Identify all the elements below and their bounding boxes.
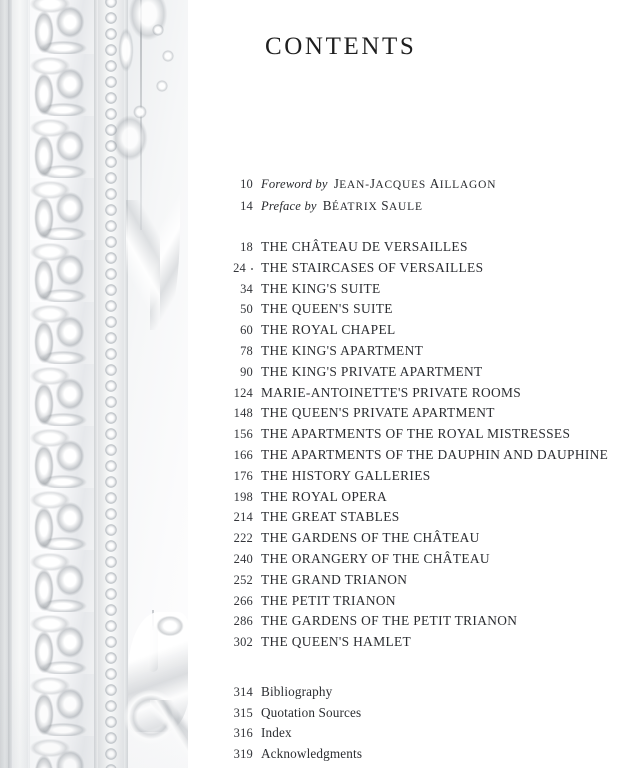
toc-page-number: 302 — [233, 635, 253, 650]
chapter-row[interactable] — [188, 489, 638, 510]
toc-page-number: 14 — [240, 199, 253, 213]
front-matter-author: BÉATRIX SAULE — [322, 198, 423, 213]
front-matter-row[interactable] — [188, 176, 638, 198]
front-matter-label — [253, 176, 496, 192]
chapter-title: THE QUEEN'S PRIVATE APARTMENT — [261, 405, 495, 421]
toc-page-number: 60 — [240, 323, 253, 338]
chapter-title: THE ORANGERY OF THE CHÂTEAU — [261, 550, 490, 566]
photo-shading-overlay — [0, 0, 188, 768]
chapter-row[interactable] — [188, 301, 638, 322]
chapter-title: THE GREAT STABLES — [261, 509, 400, 525]
toc-page-number: 34 — [240, 281, 253, 296]
chapter-row[interactable] — [188, 593, 638, 614]
back-matter-row[interactable] — [188, 705, 638, 726]
chapter-title: THE PETIT TRIANON — [261, 592, 396, 608]
toc-page-number: 148 — [233, 406, 253, 421]
front-matter-list — [188, 176, 638, 220]
chapter-row[interactable] — [188, 509, 638, 530]
chapter-row[interactable] — [188, 322, 638, 343]
back-matter-row[interactable] — [188, 746, 638, 767]
toc-page-number: 10 — [240, 177, 253, 191]
chapter-title: THE KING'S PRIVATE APARTMENT — [261, 363, 483, 379]
toc-page-number: 222 — [233, 531, 253, 546]
chapter-title: THE QUEEN'S SUITE — [261, 301, 393, 317]
toc-page-number: 286 — [233, 614, 253, 629]
chapter-list — [188, 239, 638, 655]
toc-page-number: 124 — [233, 385, 253, 400]
chapter-row[interactable] — [188, 281, 638, 302]
toc-page-number: 266 — [233, 593, 253, 608]
toc-page-number: 24 — [188, 261, 253, 276]
chapter-row[interactable] — [188, 343, 638, 364]
back-matter-list — [188, 684, 638, 766]
toc-page-number: 156 — [233, 427, 253, 442]
chapter-title: THE QUEEN'S HAMLET — [261, 634, 412, 650]
chapter-title: THE KING'S APARTMENT — [261, 342, 424, 358]
chapter-title: THE ROYAL OPERA — [261, 488, 388, 504]
chapter-row[interactable] — [188, 426, 638, 447]
back-matter-title: Quotation Sources — [261, 704, 362, 720]
back-matter-row[interactable] — [188, 725, 638, 746]
back-matter-title: Index — [261, 725, 292, 741]
toc-page-number: 78 — [240, 343, 253, 358]
chapter-row[interactable] — [188, 613, 638, 634]
toc-page-number: 90 — [240, 364, 253, 379]
chapter-row[interactable] — [188, 239, 638, 260]
chapter-row[interactable] — [188, 385, 638, 406]
back-matter-title: Acknowledgments — [261, 745, 363, 761]
chapter-row[interactable] — [188, 551, 638, 572]
chapter-title: THE APARTMENTS OF THE ROYAL MISTRESSES — [261, 426, 571, 442]
table-of-contents — [188, 0, 638, 768]
toc-page-number: 315 — [233, 705, 253, 720]
chapter-title: THE GARDENS OF THE PETIT TRIANON — [261, 613, 518, 629]
chapter-title: THE APARTMENTS OF THE DAUPHIN AND DAUPHINE — [261, 446, 609, 462]
front-matter-label — [253, 198, 423, 214]
toc-page-number: 314 — [233, 685, 253, 699]
chapter-row[interactable] — [188, 364, 638, 385]
chapter-row[interactable] — [188, 572, 638, 593]
chapter-row[interactable] — [188, 405, 638, 426]
front-matter-byline: Preface by — [261, 199, 317, 213]
chapter-row[interactable] — [188, 634, 638, 655]
front-matter-byline: Foreword by — [261, 177, 328, 191]
toc-page-number: 214 — [233, 510, 253, 525]
back-matter-title: Bibliography — [261, 684, 333, 699]
toc-page-number: 176 — [233, 468, 253, 483]
chapter-row[interactable] — [188, 530, 638, 551]
toc-page-number: 252 — [233, 572, 253, 587]
front-matter-author: JEAN-JACQUES AILLAGON — [333, 176, 497, 191]
toc-page-number: 240 — [233, 551, 253, 566]
back-matter-row[interactable] — [188, 684, 638, 705]
chapter-row[interactable] — [188, 468, 638, 489]
chapter-title: THE GRAND TRIANON — [261, 571, 408, 587]
chapter-row[interactable] — [188, 447, 638, 468]
plaster-relief-photograph — [0, 0, 188, 768]
chapter-title: THE GARDENS OF THE CHÂTEAU — [261, 530, 480, 546]
chapter-title: THE STAIRCASES OF VERSAILLES — [261, 259, 484, 275]
toc-page-number: 18 — [240, 240, 253, 254]
chapter-title: THE CHÂTEAU DE VERSAILLES — [261, 239, 468, 254]
front-matter-row[interactable] — [188, 198, 638, 220]
toc-page-number: 198 — [233, 489, 253, 504]
toc-page-number: 50 — [240, 302, 253, 317]
chapter-row[interactable] — [188, 260, 638, 281]
toc-page-number: 166 — [233, 447, 253, 462]
chapter-title: MARIE-ANTOINETTE'S PRIVATE ROOMS — [261, 384, 522, 400]
chapter-title: THE HISTORY GALLERIES — [261, 467, 431, 483]
toc-page-number: 316 — [233, 726, 253, 741]
chapter-title: THE ROYAL CHAPEL — [261, 322, 396, 338]
page-title: CONTENTS — [265, 33, 417, 60]
chapter-title: THE KING'S SUITE — [261, 280, 381, 296]
toc-page-number: 319 — [233, 746, 253, 761]
